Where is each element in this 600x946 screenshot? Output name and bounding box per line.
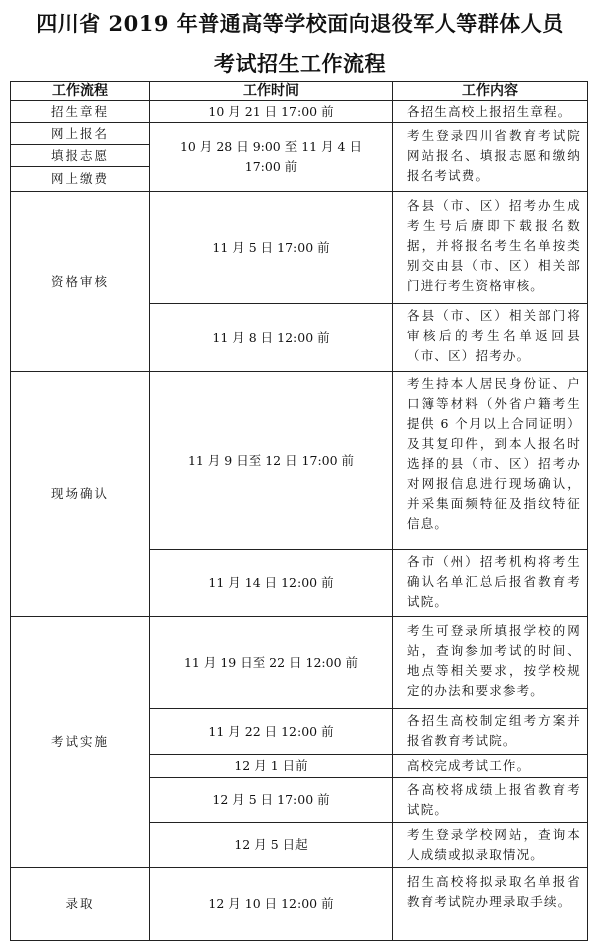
table-row-content: 各招生高校制定组考方案并报省教育考试院。 <box>392 708 588 755</box>
table-row-content: 各招生高校上报招生章程。 <box>392 100 588 123</box>
header-time: 工作时间 <box>149 81 393 101</box>
table-row-content: 各县（市、区）招考办生成考生号后赓即下载报名数据，并将报名考生名单按类别交由县（市、区）相关部门进行考生资格审核。 <box>392 191 588 304</box>
table-row-time: 11 月 9 日至 12 日 17:00 前 <box>149 371 393 550</box>
table-row-content: 考生持本人居民身份证、户口簿等材料（外省户籍考生提供 6 个月以上合同证明）及其复印件，到本人报名时选择的县（市、区）招考办对网报信息进行现场确认，并采集面频特征及指纹特征信息。 <box>392 371 588 550</box>
stage-exam-implementation: 考试实施 <box>10 616 150 868</box>
stage-onsite-confirmation: 现场确认 <box>10 371 150 617</box>
stage-fill-preferences: 填报志愿 <box>10 144 150 167</box>
table-row-content: 考生可登录所填报学校的网站，查询参加考试的时间、地点等相关要求，按学校规定的办法和要求参考。 <box>392 616 588 709</box>
stage-admission: 录取 <box>10 867 150 941</box>
table-row-time: 12 月 10 日 12:00 前 <box>149 867 393 941</box>
table-row-time: 11 月 5 日 17:00 前 <box>149 191 393 304</box>
document-title-line1: 四川省 2019 年普通高等学校面向退役军人等群体人员 <box>36 11 564 36</box>
table-row-time: 12 月 5 日 17:00 前 <box>149 777 393 823</box>
stage-online-payment: 网上缴费 <box>10 166 150 192</box>
table-row-time: 11 月 8 日 12:00 前 <box>149 303 393 372</box>
table-row-time: 10 月 28 日 9:00 至 11 月 4 日 17:00 前 <box>149 122 393 192</box>
table-row-time: 12 月 5 日起 <box>149 822 393 868</box>
stage-online-registration: 网上报名 <box>10 122 150 145</box>
table-row-content: 考生登录学校网站，查询本人成绩或拟录取情况。 <box>392 822 588 868</box>
table-row-time: 11 月 22 日 12:00 前 <box>149 708 393 755</box>
stage-charter: 招生章程 <box>10 100 150 123</box>
table-row-content: 各高校将成绩上报省教育考试院。 <box>392 777 588 823</box>
process-table <box>10 81 588 941</box>
header-content: 工作内容 <box>392 81 588 101</box>
table-row-content: 各县（市、区）相关部门将审核后的考生名单返回县（市、区）招考办。 <box>392 303 588 372</box>
stage-qualification-review: 资格审核 <box>10 191 150 372</box>
table-row-time: 10 月 21 日 17:00 前 <box>149 100 393 123</box>
table-row-content: 考生登录四川省教育考试院网站报名、填报志愿和缴纳报名考试费。 <box>392 122 588 192</box>
table-row-content: 招生高校将拟录取名单报省教育考试院办理录取手续。 <box>392 867 588 941</box>
table-row-time: 11 月 19 日至 22 日 12:00 前 <box>149 616 393 709</box>
table-row-time: 11 月 14 日 12:00 前 <box>149 549 393 617</box>
table-row-time: 12 月 1 日前 <box>149 754 393 778</box>
document-title-line2: 考试招生工作流程 <box>214 51 386 76</box>
table-row-content: 各市（州）招考机构将考生确认名单汇总后报省教育考试院。 <box>392 549 588 617</box>
header-process: 工作流程 <box>10 81 150 101</box>
table-row-content: 高校完成考试工作。 <box>392 754 588 778</box>
